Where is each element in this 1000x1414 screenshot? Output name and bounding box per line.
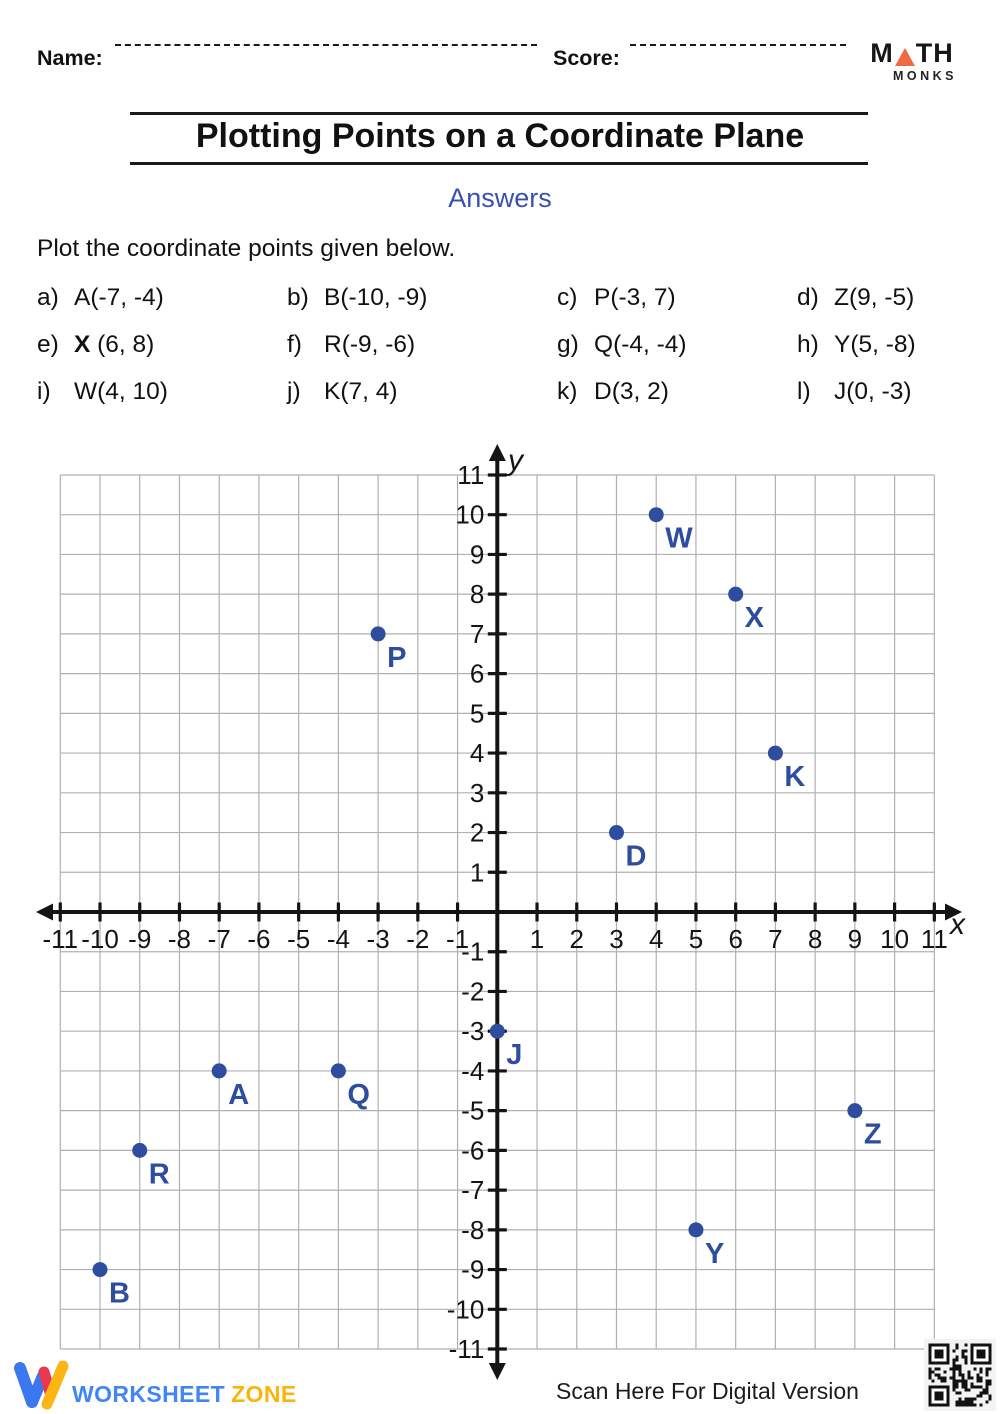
triangle-icon <box>895 48 915 66</box>
math-monks-wordmark <box>866 40 958 67</box>
answer-point-coords: (9, -5) <box>848 284 915 311</box>
logo-letter-m: M <box>870 38 894 68</box>
x-tick-label: -7 <box>207 924 231 954</box>
answer-item-key: b) <box>287 284 309 311</box>
answer-point-name: Z <box>834 284 849 311</box>
x-tick-label: -6 <box>247 924 271 954</box>
x-tick-label: -3 <box>366 924 390 954</box>
point-B <box>93 1262 108 1277</box>
answer-point-name: B <box>324 284 341 311</box>
answer-item-key: h) <box>797 331 819 358</box>
worksheetzone-w-icon <box>12 1358 70 1410</box>
answer-item-key: f) <box>287 331 302 358</box>
name-blank-line <box>115 44 537 46</box>
answer-point-coords: (-9, -6) <box>341 331 416 358</box>
y-tick-label: 3 <box>469 777 485 808</box>
answer-item-key: j) <box>287 378 301 405</box>
answer-item-key: i) <box>37 378 51 405</box>
x-tick-label: -8 <box>167 924 192 954</box>
answer-point-name: Y <box>834 331 851 358</box>
x-tick-label: 7 <box>768 924 783 954</box>
answer-item-D <box>557 376 797 413</box>
answer-item-K <box>287 376 557 413</box>
x-tick-label: 1 <box>529 924 545 954</box>
worksheetzone-wordmark <box>72 1381 297 1408</box>
answer-point-name: R <box>324 331 342 358</box>
point-label-Q: Q <box>347 1078 370 1111</box>
x-tick-label: 9 <box>847 924 863 954</box>
y-tick-label: -5 <box>461 1095 485 1126</box>
answer-point-name: J <box>834 378 847 405</box>
point-J <box>490 1024 505 1039</box>
answer-point-coords: (-10, -9) <box>340 284 428 311</box>
answer-point-name: D <box>594 378 612 405</box>
answer-point-coords: (4, 10) <box>97 378 168 405</box>
point-label-K: K <box>784 761 806 794</box>
x-tick-label: 4 <box>648 924 664 954</box>
y-tick-label: 9 <box>469 539 485 570</box>
instruction-text: Plot the coordinate points given below. <box>37 235 456 262</box>
answer-item-W <box>37 376 287 413</box>
y-tick-label: -1 <box>461 936 485 967</box>
answer-point-coords: (6, 8) <box>90 331 155 358</box>
answer-item-key: a) <box>37 284 59 311</box>
y-tick-label: -9 <box>461 1254 485 1285</box>
brand-worksheet: WORKSHEET <box>72 1381 226 1407</box>
qr-code <box>924 1339 996 1411</box>
y-tick-label: -8 <box>461 1214 485 1245</box>
y-tick-label: -4 <box>461 1055 485 1086</box>
answer-item-key: k) <box>557 378 578 405</box>
point-X <box>728 587 743 602</box>
point-K <box>768 746 783 761</box>
math-monks-sub: MONKS <box>892 69 957 83</box>
answer-point-coords: (0, -3) <box>846 378 912 405</box>
point-label-P: P <box>387 641 407 674</box>
answer-item-key: l) <box>797 378 811 405</box>
score-blank-line <box>630 44 846 46</box>
y-tick-label: 6 <box>469 658 485 689</box>
y-tick-label: 5 <box>469 698 485 729</box>
answer-point-name: W <box>74 378 98 405</box>
x-tick-label: 5 <box>688 924 704 954</box>
point-P <box>371 626 386 641</box>
answer-point-coords: (-7, -4) <box>90 284 164 311</box>
x-tick-label: 3 <box>609 924 624 954</box>
x-tick-label: -10 <box>81 924 119 954</box>
page-title: Plotting Points on a Coordinate Plane <box>195 117 805 155</box>
answer-item-key: c) <box>557 284 578 311</box>
x-tick-label: -1 <box>446 924 470 954</box>
name-label: Name: <box>37 46 103 70</box>
point-label-A: A <box>228 1078 250 1111</box>
point-D <box>609 825 624 840</box>
point-Y <box>688 1222 703 1237</box>
y-tick-label: -10 <box>446 1294 485 1325</box>
y-tick-label: -2 <box>461 976 485 1007</box>
answer-point-coords: (5, -8) <box>850 331 916 358</box>
answer-item-key: g) <box>557 331 579 358</box>
point-A <box>212 1063 227 1078</box>
answer-item-key: d) <box>797 284 819 311</box>
y-tick-label: -3 <box>461 1016 485 1047</box>
answer-point-coords: (-3, 7) <box>610 284 676 311</box>
point-Z <box>847 1103 862 1118</box>
title-rule-top <box>130 112 868 115</box>
point-label-B: B <box>109 1277 130 1310</box>
y-tick-label: -11 <box>448 1334 485 1365</box>
point-label-Y: Y <box>704 1237 725 1270</box>
y-tick-label: 4 <box>469 738 485 769</box>
x-tick-label: 8 <box>807 924 823 954</box>
answer-point-name: K <box>324 378 341 405</box>
x-tick-label: -9 <box>128 924 152 954</box>
answer-item-X <box>37 329 287 366</box>
answer-item-Q <box>557 329 797 366</box>
answer-item-key: e) <box>37 331 59 358</box>
point-label-J: J <box>506 1039 523 1072</box>
answer-point-name: P <box>594 284 611 311</box>
y-axis-down-arrow-icon <box>489 1363 506 1380</box>
y-tick-label: -7 <box>461 1175 485 1206</box>
answer-item-A <box>37 282 287 319</box>
answer-item-B <box>287 282 557 319</box>
y-axis-label: y <box>508 444 523 477</box>
y-tick-label: 8 <box>469 579 485 610</box>
answers-heading: Answers <box>448 183 552 213</box>
answer-point-name: Q <box>594 331 614 358</box>
x-tick-label: 11 <box>920 924 948 954</box>
answer-item-Z <box>797 282 967 319</box>
x-tick-label: 2 <box>569 924 584 954</box>
x-tick-label: -5 <box>287 924 311 954</box>
answer-point-coords: (-4, -4) <box>613 331 687 358</box>
answer-point-coords: (3, 2) <box>611 378 669 405</box>
point-label-X: X <box>744 602 765 635</box>
y-tick-label: -6 <box>461 1135 485 1166</box>
y-tick-label: 7 <box>469 618 485 649</box>
answer-item-Y <box>797 329 967 366</box>
x-tick-label: -11 <box>42 924 79 954</box>
answer-point-name: X <box>74 331 91 358</box>
point-R <box>132 1143 147 1158</box>
title-rule-bottom <box>130 162 868 165</box>
x-tick-label: -4 <box>326 924 350 954</box>
x-axis-left-arrow-icon <box>36 904 53 921</box>
point-Q <box>331 1063 346 1078</box>
answer-key-list <box>37 282 967 413</box>
x-tick-label: 6 <box>728 924 743 954</box>
point-label-W: W <box>665 522 693 555</box>
x-tick-label: 10 <box>880 924 910 954</box>
answer-item-J <box>797 376 967 413</box>
math-monks-logo <box>866 40 958 83</box>
point-label-Z: Z <box>863 1118 882 1151</box>
y-tick-label: 11 <box>457 459 485 490</box>
answer-point-coords: (7, 4) <box>340 378 398 405</box>
point-W <box>649 507 664 522</box>
point-label-R: R <box>148 1158 170 1191</box>
coordinate-plane <box>0 430 1000 1390</box>
y-axis-up-arrow-icon <box>489 444 506 461</box>
score-label: Score: <box>553 46 620 70</box>
brand-zone: ZONE <box>231 1381 297 1407</box>
y-tick-label: 1 <box>469 857 485 888</box>
logo-letters-th: TH <box>915 38 954 68</box>
y-tick-label: 2 <box>469 817 485 848</box>
answer-item-R <box>287 329 557 366</box>
point-label-D: D <box>625 840 647 873</box>
answer-point-name: A <box>74 284 91 311</box>
scan-text: Scan Here For Digital Version <box>556 1378 859 1404</box>
x-axis-label: x <box>950 908 965 941</box>
answer-item-P <box>557 282 797 319</box>
x-tick-label: -2 <box>406 924 430 954</box>
y-tick-label: 10 <box>455 499 485 530</box>
